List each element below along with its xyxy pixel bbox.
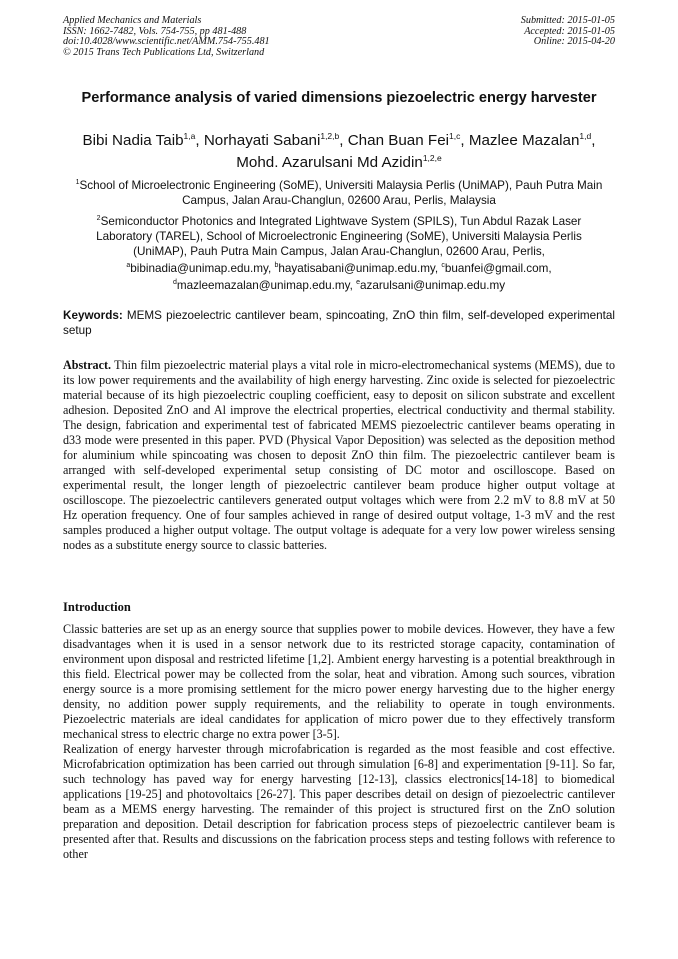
keywords bbox=[63, 308, 615, 338]
paragraph: Classic batteries are set up as an energy source that supplies power to mobile devices. However, they have a few disadvantages when it is used in a sensor network due to its restricted storage capacity, contamination of environment upon disposal and restricted lifetime [1,2]. Ambient energy harvesting is a potential breakthrough in this field. Electrical power may be collected from the solar, heat and vibration. Among such sources, vibration energy source is a more promising settlement for the micro power energy harvesting due to the higher energy density, no addition power supply requirements, and the reliability to operate in tough environments. Piezoelectric materials are ideal candidates for application of micro power due to they effectively transform mechanical stress to electric charge no extra power [3-5]. bbox=[63, 622, 615, 742]
email-mark: e bbox=[356, 279, 361, 287]
affiliation-1 bbox=[70, 175, 608, 208]
email-mark: a bbox=[126, 262, 131, 269]
author-affiliation-mark: 1,2,e bbox=[422, 152, 442, 163]
abstract-label: Abstract. bbox=[63, 358, 112, 372]
introduction-heading: Introduction bbox=[63, 600, 131, 614]
email-separator: , bbox=[434, 261, 442, 275]
affiliation-2 bbox=[70, 211, 608, 260]
copyright-line: © 2015 Trans Tech Publications Ltd, Switzerland bbox=[63, 46, 265, 58]
journal-name: Applied Mechanics and Materials bbox=[63, 15, 202, 26]
author-separator: , bbox=[591, 132, 596, 150]
email-mark: b bbox=[274, 262, 279, 269]
author-name: Norhayati Sabani bbox=[203, 132, 321, 150]
affiliation-text: School of Microelectronic Engineering (SoME), Universiti Malaysia Perlis (UniMAP), Pauh Putra Main Campus, Jalan Arau-Changlun, 02600 Arau, Perlis, Malaysia bbox=[79, 178, 603, 208]
email-address[interactable]: hayatisabani@unimap.edu.my bbox=[278, 261, 435, 275]
paragraph: Realization of energy harvester through microfabrication is regarded as the most feasible and cost effective. Microfabrication optimization has been carried out through simulation [6-8] and experimentation [9-11]. So far, such technology has paved way for energy harvesting [12-13], classics electronics[14-18] to biomedical applications [19-25] and photovoltaics [26-27]. This paper describes detail on design of piezoelectric cantilever beam as a MEMS energy harvesting. The remainder of this project is structured first on the ZnO solution preparation and deposition. Detail description for fabrication process steps of piezoelectric cantilever beam is presented after that. Results and discussions on the fabrication process steps and testing follows with reference to other bbox=[63, 742, 615, 862]
author-name: Chan Buan Fei bbox=[347, 132, 450, 150]
email-mark: c bbox=[441, 262, 445, 269]
affiliation-mark: 1 bbox=[75, 179, 80, 186]
email-separator: , bbox=[349, 279, 357, 293]
email-separator: , bbox=[267, 261, 275, 275]
abstract bbox=[63, 358, 615, 553]
author-list bbox=[63, 128, 615, 171]
journal-info bbox=[63, 16, 270, 58]
author-name: Mohd. Azarulsani Md Azidin bbox=[236, 153, 423, 171]
email-address[interactable]: buanfei@gmail.com bbox=[444, 261, 549, 275]
author-affiliation-mark: 1,a bbox=[183, 131, 196, 141]
online-date: Online: 2015-04-20 bbox=[533, 36, 615, 48]
doi-line: doi:10.4028/www.scientific.net/AMM.754-755.481 bbox=[63, 36, 270, 48]
submitted-date: Submitted: 2015-01-05 bbox=[520, 15, 615, 26]
email-separator: , bbox=[548, 261, 552, 275]
email-address[interactable]: azarulsani@unimap.edu.my bbox=[360, 279, 506, 293]
author-separator: , bbox=[460, 132, 469, 150]
introduction-body bbox=[63, 622, 615, 862]
email-address[interactable]: bibinadia@unimap.edu.my bbox=[130, 261, 268, 275]
author-separator: , bbox=[195, 132, 204, 150]
author-affiliation-mark: 1,c bbox=[449, 131, 461, 141]
paper-title: Performance analysis of varied dimensions piezoelectric energy harvester bbox=[81, 90, 597, 106]
affiliation-text: Semiconductor Photonics and Integrated Lightwave System (SPILS), Tun Abdul Razak Laser Laboratory (TAREL), School of Microelectronic Engineering (SoME), Universiti Malaysia Perlis (UniMAP), Pauh Putra Main Campus, Jalan Arau-Changlun, 02600 Arau, Perlis, bbox=[96, 214, 582, 259]
submission-dates bbox=[521, 16, 615, 48]
affiliation-mark: 2 bbox=[96, 215, 101, 222]
issn-line: ISSN: 1662-7482, Vols. 754-755, pp 481-488 bbox=[63, 25, 247, 37]
author-affiliation-mark: 1,d bbox=[579, 131, 592, 141]
email-mark: d bbox=[172, 279, 177, 287]
author-name: Mazlee Mazalan bbox=[468, 132, 580, 150]
author-affiliation-mark: 1,2,b bbox=[320, 131, 340, 141]
keywords-label: Keywords: bbox=[63, 309, 123, 322]
author-separator: , bbox=[339, 132, 348, 150]
author-name: Bibi Nadia Taib bbox=[82, 132, 184, 150]
author-emails bbox=[63, 259, 615, 294]
email-address[interactable]: mazleemazalan@unimap.edu.my bbox=[176, 279, 350, 293]
abstract-text: Thin film piezoelectric material plays a vital role in micro-electromechanical systems (MEMS), due to its low power requirements and the availability of high energy harvesting. Zinc oxide is selected for piezoelectric material because of its high piezoelectric coupling coefficient, easy to deposit on silicon substrate and excellent adhesion. Deposited ZnO and Al improve the electrical properties, electrical conductivity and thermal stability. The design, fabrication and experimental test of fabricated MEMS piezoelectric cantilever beams operating in d33 mode were presented in this paper. PVD (Physical Vapor Deposition) was selected as the deposition method for aluminium while spincoating was chosen to deposit ZnO thin film. The piezoelectric cantilever beam is arranged with self-developed experimental setup consisting of DC motor and oscilloscope. Based on experimental result, the longer length of piezoelectric cantilever beam produce higher output voltage at oscilloscope. The piezoelectric cantilevers generated output voltages which were from 2.2 mV to 8.8 mV at 50 Hz operation frequency. One of four samples achieved in range of desired output voltage, 1-3 mV and the rest samples produced a higher output voltage. The output voltage is adequate for a very low power wireless sensing nodes as a substitute energy source to classic batteries. bbox=[63, 358, 615, 553]
accepted-date: Accepted: 2015-01-05 bbox=[524, 25, 615, 37]
keywords-text: MEMS piezoelectric cantilever beam, spincoating, ZnO thin film, self-developed experimental setup bbox=[63, 309, 615, 337]
